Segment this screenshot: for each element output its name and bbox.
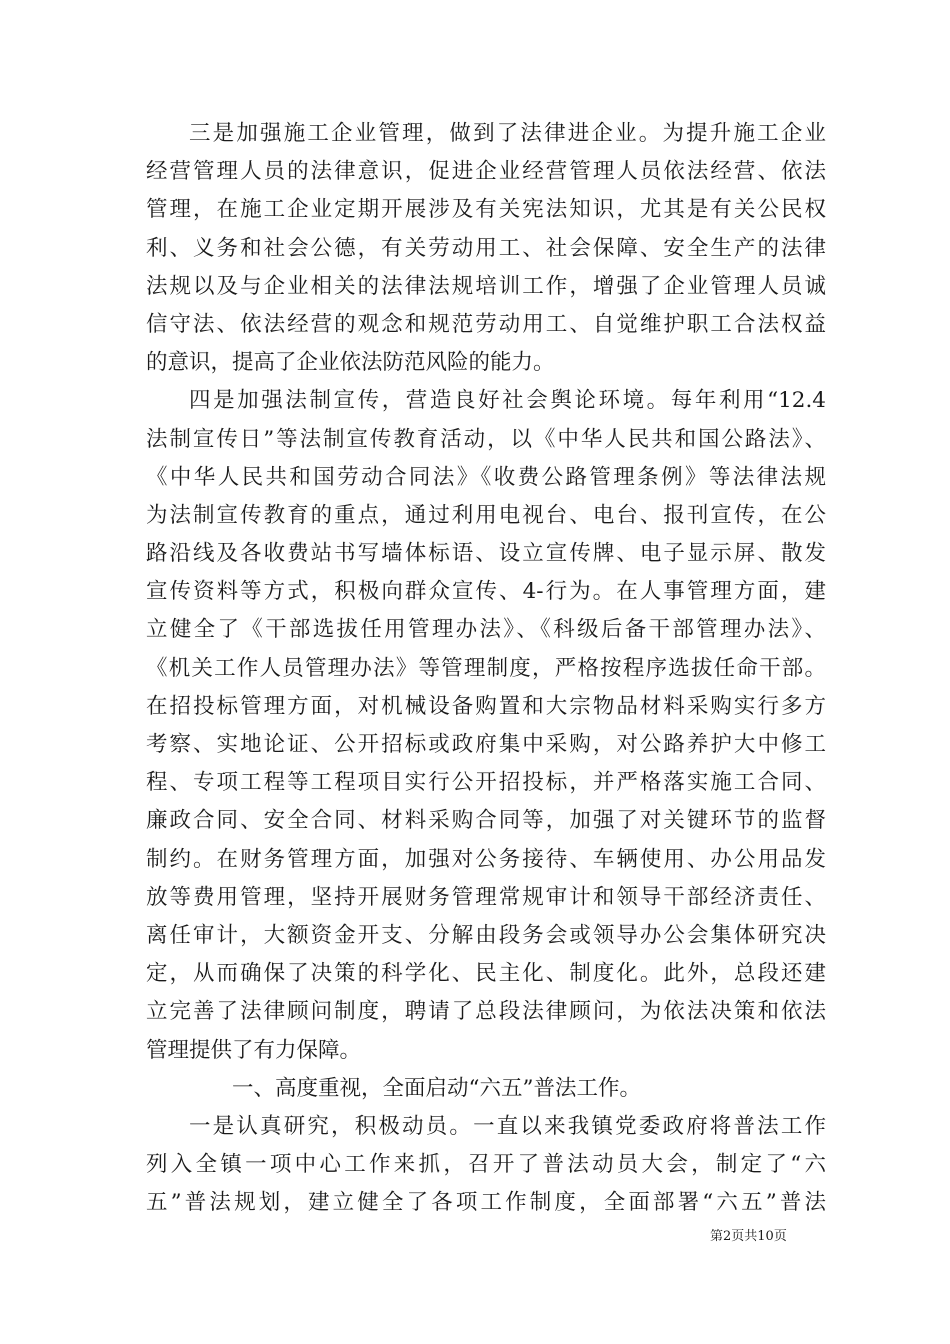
paragraph-line: 宣传资料等方式，积极向群众宣传、4-行为。在人事管理方面，建: [146, 579, 826, 605]
paragraph-line: 定，从而确保了决策的科学化、民主化、制度化。此外，总段还建: [146, 961, 826, 987]
paragraph-line: 管理，在施工企业定期开展涉及有关宪法知识，尤其是有关公民权: [146, 197, 826, 223]
paragraph-line: 考察、实地论证、公开招标或政府集中采购，对公路养护大中修工: [146, 732, 826, 757]
paragraph-line: 路沿线及各收费站书写墙体标语、设立宣传牌、电子显示屏、散发: [146, 541, 826, 567]
paragraph-line: 程、专项工程等工程项目实行公开招投标，并严格落实施工合同、: [146, 770, 826, 796]
document-body: [146, 115, 826, 1222]
paragraph-line: 制约。在财务管理方面，加强对公务接待、车辆使用、办公用品发: [146, 846, 826, 872]
paragraph-line: 廉政合同、安全合同、材料采购合同等，加强了对关键环节的监督: [146, 808, 826, 834]
paragraph-line: 《机关工作人员管理办法》等管理制度，严格按程序选拔任命干部。: [146, 655, 826, 681]
paragraph-line: 离任审计，大额资金开支、分解由段务会或领导办公会集体研究决: [146, 922, 826, 948]
paragraph-line: 信守法、依法经营的观念和规范劳动用工、自觉维护职工合法权益: [146, 311, 826, 337]
paragraph-line: 立健全了《干部选拔任用管理办法》、《科级后备干部管理办法》、: [146, 617, 826, 643]
paragraph-line: 为法制宣传教育的重点，通过利用电视台、电台、报刊宣传，在公: [146, 502, 826, 528]
paragraph-line: 法规以及与企业相关的法律法规培训工作，增强了企业管理人员诚: [146, 273, 826, 299]
paragraph-line: 在招投标管理方面，对机械设备购置和大宗物品材料采购实行多方: [146, 693, 826, 719]
paragraph-line: 经营管理人员的法律意识，促进企业经营管理人员依法经营、依法: [146, 159, 826, 185]
page-number: 第2页共10页: [710, 1229, 787, 1244]
paragraph-line: 放等费用管理，坚持开展财务管理常规审计和领导干部经济责任、: [146, 884, 826, 910]
paragraph-line: 《中华人民共和国劳动合同法》《收费公路管理条例》等法律法规: [146, 464, 826, 490]
paragraph-line: 法制宣传日”等法制宣传教育活动，以《中华人民共和国公路法》、: [146, 426, 826, 452]
paragraph-line: 列入全镇一项中心工作来抓，召开了普法动员大会，制定了“六: [146, 1152, 826, 1178]
paragraph-line: 立完善了法律顾问制度，聘请了总段法律顾问，为依法决策和依法: [146, 999, 826, 1025]
section-heading: 一、高度重视，全面启动“六五”普法工作。: [232, 1075, 641, 1101]
paragraph-line: 管理提供了有力保障。: [146, 1037, 362, 1063]
paragraph-line: 的意识，提高了企业依法防范风险的能力。: [146, 350, 555, 376]
paragraph-line: 一是认真研究，积极动员。一直以来我镇党委政府将普法工作: [189, 1113, 826, 1139]
paragraph-line: 五”普法规划，建立健全了各项工作制度，全面部署“六五”普法: [146, 1190, 826, 1216]
paragraph-line: 三是加强施工企业管理，做到了法律进企业。为提升施工企业: [189, 121, 826, 146]
paragraph-line: 四是加强法制宣传，营造良好社会舆论环境。每年利用“12.4: [189, 388, 826, 414]
paragraph-line: 利、义务和社会公德，有关劳动用工、社会保障、安全生产的法律: [146, 235, 826, 261]
